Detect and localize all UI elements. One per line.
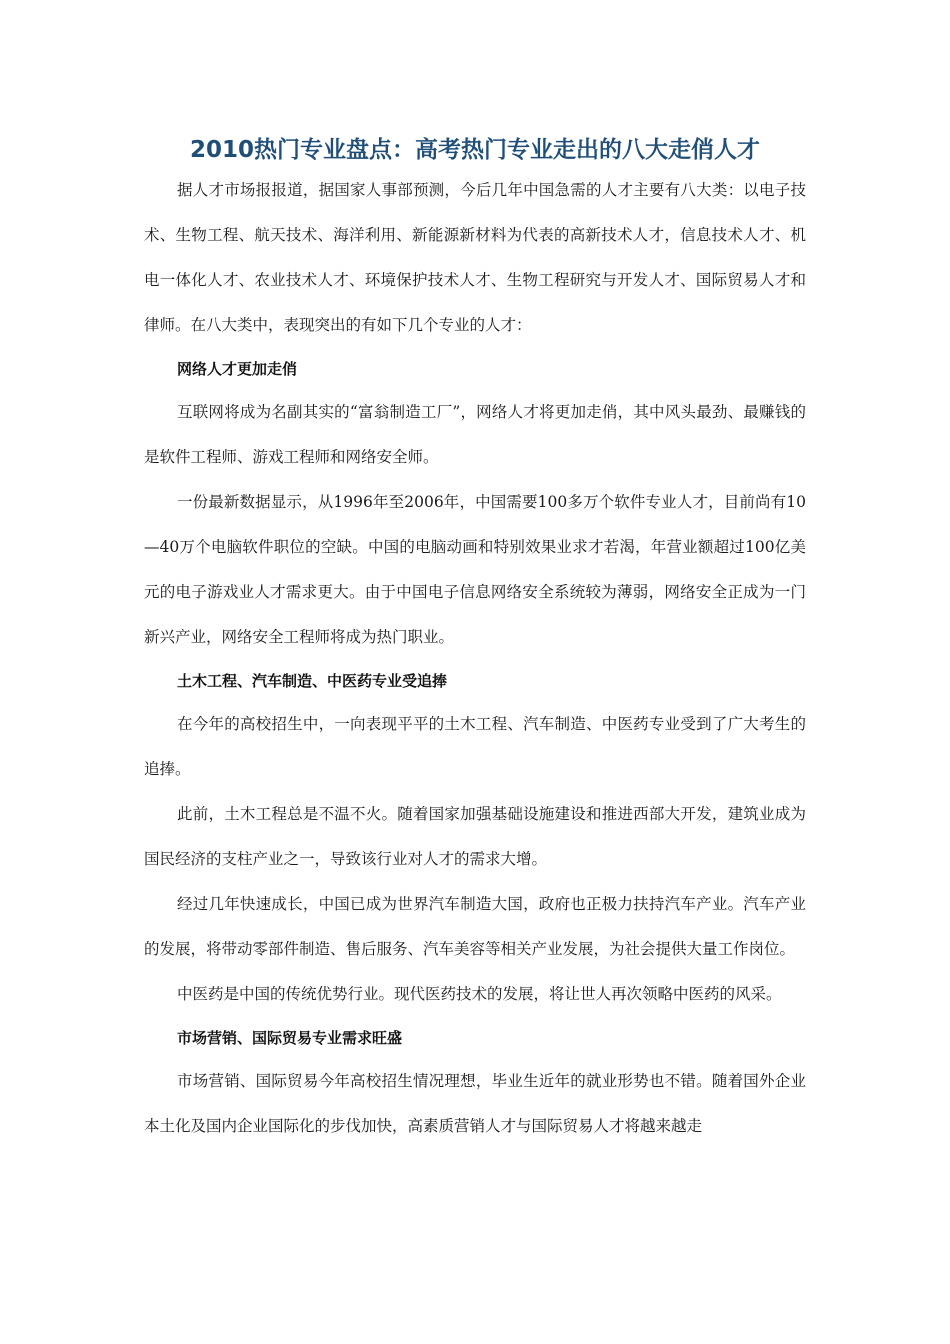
paragraph: 市场营销、国际贸易今年高校招生情况理想，毕业生近年的就业形势也不错。随着国外企业本土化及国内企业国际化的步伐加快，高素质营销人才与国际贸易人才将越来越走 bbox=[144, 1072, 806, 1135]
intro-paragraph: 据人才市场报报道，据国家人事部预测，今后几年中国急需的人才主要有八大类：以电子技术、生物工程、航天技术、海洋利用、新能源新材料为代表的高新技术人才，信息技术人才、机电一体化人才、农业技术人才、环境保护技术人才、生物工程研究与开发人才、国际贸易人才和律师。在八大类中，表现突出的有如下几个专业的人才： bbox=[144, 181, 806, 334]
paragraph: 此前，土木工程总是不温不火。随着国家加强基础设施建设和推进西部大开发，建筑业成为国民经济的支柱产业之一，导致该行业对人才的需求大增。 bbox=[144, 805, 806, 868]
document-body bbox=[144, 168, 806, 1149]
document-title: 2010热门专业盘点：高考热门专业走出的八大走俏人才 bbox=[189, 137, 760, 163]
section-heading-network: 网络人才更加走俏 bbox=[177, 360, 298, 378]
paragraph: 一份最新数据显示，从1996年至2006年，中国需要100多万个软件专业人才，目前尚有10—40万个电脑软件职位的空缺。中国的电脑动画和特别效果业求才若渴，年营业额超过100亿美元的电子游戏业人才需求更大。由于中国电子信息网络安全系统较为薄弱，网络安全正成为一门新兴产业，网络安全工程师将成为热门职业。 bbox=[144, 493, 806, 646]
section-heading-marketing-trade: 市场营销、国际贸易专业需求旺盛 bbox=[177, 1029, 403, 1047]
paragraph: 经过几年快速成长，中国已成为世界汽车制造大国，政府也正极力扶持汽车产业。汽车产业的发展，将带动零部件制造、售后服务、汽车美容等相关产业发展，为社会提供大量工作岗位。 bbox=[144, 895, 806, 958]
paragraph: 中医药是中国的传统优势行业。现代医药技术的发展，将让世人再次领略中医药的风采。 bbox=[177, 985, 782, 1003]
paragraph: 在今年的高校招生中，一向表现平平的土木工程、汽车制造、中医药专业受到了广大考生的追捧。 bbox=[144, 715, 806, 778]
paragraph: 互联网将成为名副其实的“富翁制造工厂”，网络人才将更加走俏，其中风头最劲、最赚钱的是软件工程师、游戏工程师和网络安全师。 bbox=[144, 403, 806, 466]
section-heading-civil-auto-tcm: 土木工程、汽车制造、中医药专业受追捧 bbox=[177, 672, 448, 690]
